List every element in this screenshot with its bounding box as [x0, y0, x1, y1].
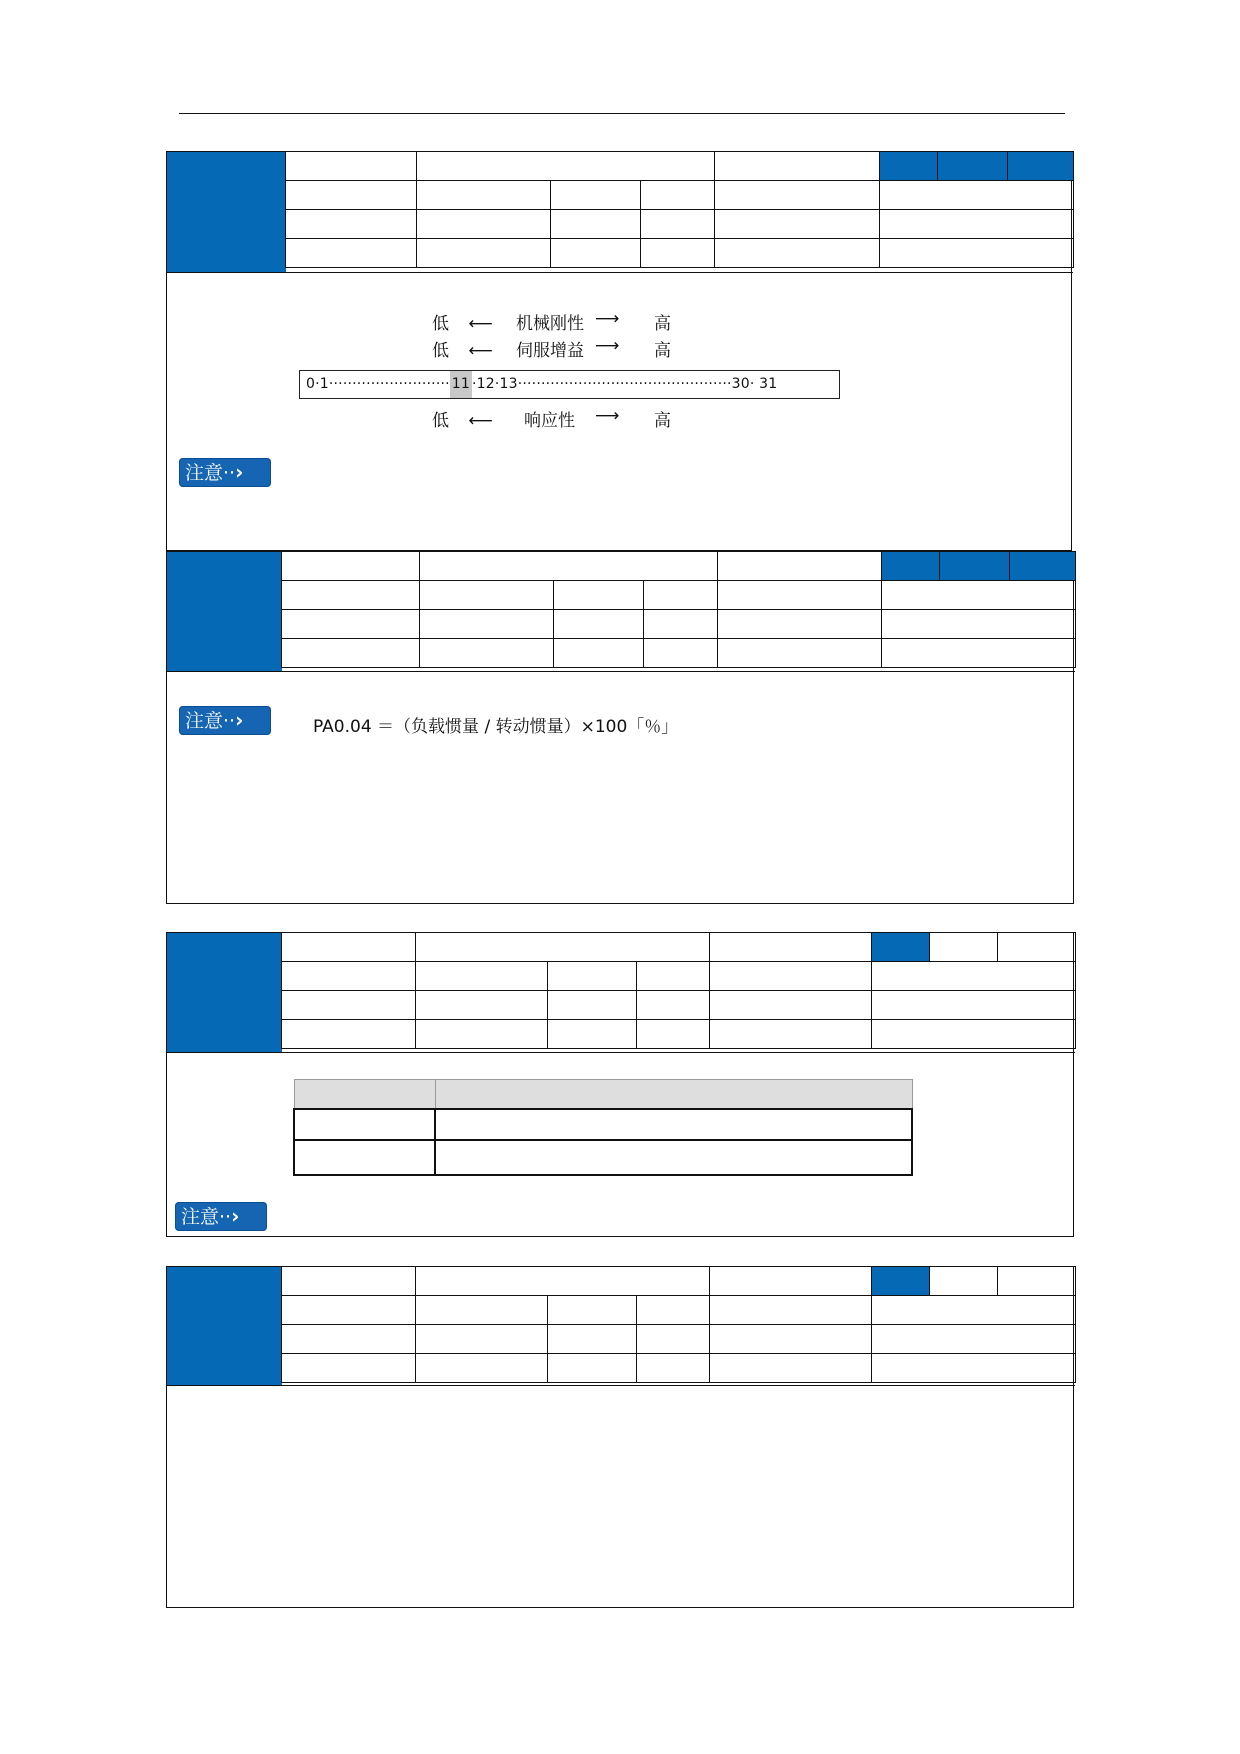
grid-cell: [718, 639, 882, 668]
response-label: 响应性: [524, 411, 575, 431]
grid-cell: [554, 639, 644, 668]
grid-cell: [644, 639, 718, 668]
parameter-grid: [281, 1266, 1076, 1383]
table-cell: [435, 1140, 912, 1175]
grid-cell: [715, 239, 880, 268]
gain-label: 伺服增益: [516, 341, 584, 361]
response-row: [432, 406, 671, 431]
grid-cell: [710, 962, 872, 991]
grid-cell: [710, 1325, 872, 1354]
scale-highlight: 11: [450, 371, 472, 398]
rigidity-label: 机械刚性: [516, 314, 584, 334]
mode-cell: [938, 152, 1008, 181]
right-arrow-icon: ⟶: [595, 309, 620, 329]
parameter-block-2: [166, 551, 1074, 904]
grid-cell: [710, 1354, 872, 1383]
grid-cell: [882, 639, 1076, 668]
grid-cell: [710, 933, 872, 962]
grid-cell: [882, 581, 1076, 610]
grid-cell: [417, 210, 551, 239]
grid-cell: [416, 1354, 548, 1383]
grid-cell: [417, 239, 551, 268]
parameter-grid: [285, 151, 1074, 268]
setting-table: [293, 1079, 913, 1176]
grid-cell: [282, 610, 420, 639]
grid-cell: [872, 1325, 1076, 1354]
parameter-block-4: [166, 1266, 1074, 1608]
parameter-block-3: [166, 932, 1074, 1237]
grid-cell: [715, 210, 880, 239]
rigidity-row: [432, 309, 671, 334]
grid-cell: [718, 610, 882, 639]
parameter-grid: [281, 932, 1076, 1049]
table-header-cell: [435, 1080, 912, 1110]
grid-cell: [417, 181, 551, 210]
parameter-sidebar: [167, 552, 282, 671]
chevron-right-icon: ›: [235, 460, 244, 484]
mode-cell: [882, 552, 940, 581]
grid-cell: [282, 1296, 416, 1325]
grid-cell: [718, 581, 882, 610]
low-label: 低: [432, 341, 449, 361]
grid-cell: [872, 962, 1076, 991]
grid-cell: [286, 152, 417, 181]
grid-cell: [641, 239, 715, 268]
mode-cell: [872, 1267, 930, 1296]
grid-cell: [710, 1267, 872, 1296]
grid-cell: [637, 1325, 710, 1354]
grid-cell: [416, 991, 548, 1020]
parameter-sidebar: [167, 152, 286, 272]
grid-cell: [715, 181, 880, 210]
grid-cell: [416, 933, 710, 962]
table-cell: [435, 1109, 912, 1140]
left-arrow-icon: ⟵: [468, 411, 493, 431]
grid-cell: [416, 1325, 548, 1354]
grid-cell: [715, 152, 880, 181]
grid-cell: [282, 962, 416, 991]
notice-badge: [175, 1202, 267, 1231]
parameter-sidebar: [167, 933, 282, 1052]
scale-end: · 31: [749, 376, 778, 392]
grid-cell: [880, 181, 1074, 210]
grid-cell: [548, 1325, 637, 1354]
mode-cell: [998, 1267, 1076, 1296]
scale-middle: ·12·13··············································30: [472, 376, 750, 392]
right-arrow-icon: ⟶: [595, 336, 620, 356]
grid-cell: [416, 1296, 548, 1325]
grid-cell: [641, 210, 715, 239]
grid-cell: [282, 581, 420, 610]
mode-cell: [930, 1267, 998, 1296]
table-header-cell: [294, 1080, 435, 1110]
grid-cell: [872, 1020, 1076, 1049]
grid-cell: [286, 210, 417, 239]
grid-cell: [548, 1354, 637, 1383]
notice-label: 注意··: [185, 710, 236, 732]
grid-cell: [880, 239, 1074, 268]
grid-cell: [644, 581, 718, 610]
table-cell: [294, 1140, 435, 1175]
grid-cell: [548, 991, 637, 1020]
header-rule: [179, 113, 1065, 114]
grid-cell: [710, 1296, 872, 1325]
rigidity-scale: [299, 370, 840, 399]
grid-cell: [282, 1020, 416, 1049]
grid-cell: [554, 610, 644, 639]
grid-cell: [637, 1354, 710, 1383]
grid-cell: [710, 1020, 872, 1049]
chevron-right-icon: ›: [235, 708, 244, 732]
grid-cell: [880, 210, 1074, 239]
grid-cell: [710, 991, 872, 1020]
mode-cell: [872, 933, 930, 962]
grid-cell: [420, 552, 718, 581]
grid-cell: [551, 181, 641, 210]
grid-cell: [282, 639, 420, 668]
grid-cell: [282, 991, 416, 1020]
grid-cell: [882, 610, 1076, 639]
grid-cell: [282, 933, 416, 962]
grid-cell: [282, 1267, 416, 1296]
grid-cell: [416, 1020, 548, 1049]
left-arrow-icon: ⟵: [468, 341, 493, 361]
inertia-formula: PA0.04 ＝（负载惯量 / 转动惯量）×100「％」: [313, 717, 679, 737]
grid-cell: [637, 1020, 710, 1049]
grid-cell: [644, 610, 718, 639]
grid-cell: [282, 552, 420, 581]
right-arrow-icon: ⟶: [595, 406, 620, 426]
parameter-block-1: [166, 151, 1072, 551]
grid-cell: [718, 552, 882, 581]
table-cell: [294, 1109, 435, 1140]
mode-cell: [940, 552, 1010, 581]
low-label: 低: [432, 411, 449, 431]
parameter-grid: [281, 551, 1076, 668]
grid-cell: [420, 639, 554, 668]
mode-cell: [880, 152, 938, 181]
parameter-sidebar: [167, 1267, 282, 1385]
grid-cell: [872, 1354, 1076, 1383]
scale-start: 0·1··························: [306, 376, 450, 392]
grid-cell: [548, 1020, 637, 1049]
grid-cell: [548, 1296, 637, 1325]
mode-cell: [998, 933, 1076, 962]
mode-cell: [930, 933, 998, 962]
grid-cell: [637, 962, 710, 991]
grid-cell: [416, 962, 548, 991]
high-label: 高: [654, 411, 671, 431]
chevron-right-icon: ›: [231, 1204, 240, 1228]
grid-cell: [637, 1296, 710, 1325]
grid-cell: [551, 210, 641, 239]
low-label: 低: [432, 314, 449, 334]
gain-row: [432, 336, 671, 361]
grid-cell: [417, 152, 715, 181]
grid-cell: [286, 239, 417, 268]
notice-badge: [179, 706, 271, 735]
notice-badge: [179, 458, 271, 487]
grid-cell: [641, 181, 715, 210]
grid-cell: [872, 991, 1076, 1020]
mode-cell: [1008, 152, 1074, 181]
high-label: 高: [654, 314, 671, 334]
grid-cell: [286, 181, 417, 210]
left-arrow-icon: ⟵: [468, 314, 493, 334]
grid-cell: [548, 962, 637, 991]
grid-cell: [282, 1354, 416, 1383]
grid-cell: [551, 239, 641, 268]
notice-label: 注意··: [185, 462, 236, 484]
grid-cell: [420, 581, 554, 610]
grid-cell: [416, 1267, 710, 1296]
grid-cell: [872, 1296, 1076, 1325]
mode-cell: [1010, 552, 1076, 581]
grid-cell: [282, 1325, 416, 1354]
notice-label: 注意··: [181, 1206, 232, 1228]
grid-cell: [637, 991, 710, 1020]
grid-cell: [420, 610, 554, 639]
high-label: 高: [654, 341, 671, 361]
grid-cell: [554, 581, 644, 610]
